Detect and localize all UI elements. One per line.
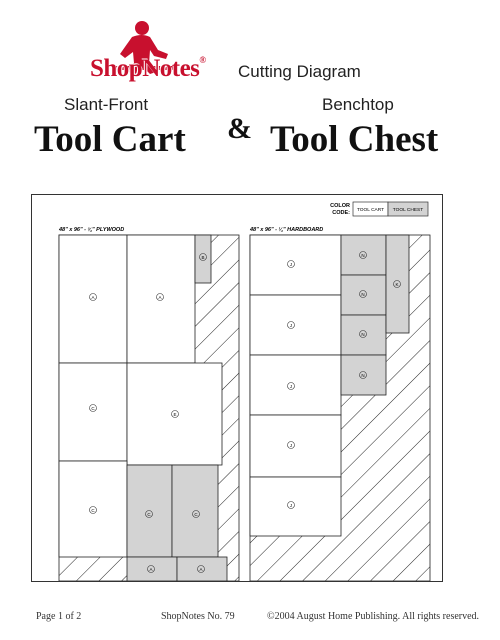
part-label: C [147, 512, 151, 517]
part-C [59, 363, 127, 461]
chest-kicker: Benchtop [322, 95, 394, 114]
part-label: C [91, 508, 95, 513]
part-label: N [361, 332, 365, 337]
ampersand: & [227, 112, 252, 145]
part-C [172, 465, 218, 557]
part-label: J [289, 503, 293, 508]
part-C [127, 465, 172, 557]
cutting-diagram [32, 195, 442, 581]
part-label: J [289, 384, 293, 389]
hardboard-sheet [249, 227, 430, 581]
part-label: N [361, 253, 365, 258]
copyright: ©2004 August Home Publishing. All rights reserved. [267, 611, 480, 622]
part-J [250, 355, 341, 415]
chest-title: Tool Chest [270, 119, 439, 160]
color-code-legend [330, 202, 428, 216]
cart-title: Tool Cart [34, 119, 186, 160]
page-number: Page 1 of 2 [36, 611, 82, 622]
plywood-sheet [58, 227, 239, 581]
issue-number: ShopNotes No. 79 [161, 611, 235, 622]
part-label: C [91, 406, 95, 411]
part-label: N [361, 373, 365, 378]
part-label: A [91, 295, 95, 300]
part-label: B [201, 255, 205, 260]
page-subtitle: Cutting Diagram [238, 62, 361, 81]
part-label: A [158, 295, 162, 300]
brand-wordmark: ShopNotes® [90, 55, 206, 82]
legend-item-tool-cart: TOOL CART [356, 208, 385, 213]
part-label: E [173, 412, 177, 417]
part-label: J [289, 262, 293, 267]
board-label-plywood: 48" x 96" - ¾" PLYWOOD [59, 227, 125, 233]
part-J [250, 477, 341, 536]
part-label: C [194, 512, 198, 517]
board-label-hardboard: 48" x 96" - ¼" HARDBOARD [250, 227, 324, 233]
legend-item-tool-chest: TOOL CHEST [392, 208, 424, 213]
part-J [250, 235, 341, 295]
cart-kicker: Slant-Front [64, 95, 149, 114]
part-J [250, 295, 341, 355]
part-J [250, 415, 341, 477]
legend-label-color: COLOR [330, 203, 350, 209]
part-label: J [289, 323, 293, 328]
cutting-diagram-panel [31, 194, 443, 582]
part-label: A [149, 567, 153, 572]
part-label: A [199, 567, 203, 572]
part-label: N [361, 292, 365, 297]
part-label: K [395, 282, 399, 287]
part-label: J [289, 443, 293, 448]
legend-label-code: CODE: [332, 210, 350, 216]
